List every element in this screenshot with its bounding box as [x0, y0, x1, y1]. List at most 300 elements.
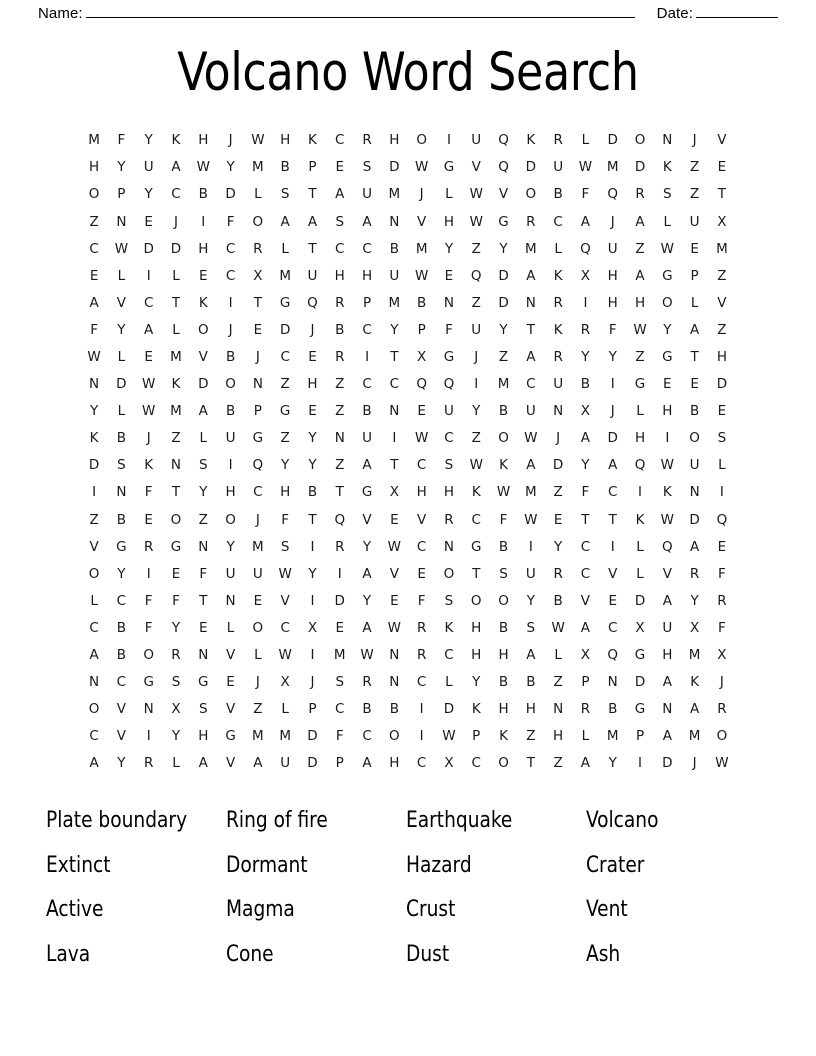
grid-cell[interactable]: V: [116, 701, 126, 718]
grid-cell[interactable]: O: [498, 755, 509, 772]
grid-cell[interactable]: G: [471, 538, 482, 555]
grid-cell[interactable]: W: [414, 267, 429, 284]
grid-cell[interactable]: A: [253, 755, 263, 772]
word-list-item[interactable]: Ring of fire: [226, 808, 328, 834]
grid-cell[interactable]: O: [470, 592, 482, 609]
grid-cell[interactable]: J: [692, 132, 697, 149]
grid-cell[interactable]: C: [253, 484, 263, 501]
grid-cell[interactable]: D: [389, 159, 400, 176]
grid-cell[interactable]: X: [717, 213, 727, 230]
grid-cell[interactable]: V: [417, 511, 427, 528]
grid-cell[interactable]: D: [279, 321, 291, 338]
grid-cell[interactable]: N: [553, 701, 564, 718]
grid-cell[interactable]: U: [362, 430, 372, 447]
grid-cell[interactable]: P: [308, 159, 317, 176]
grid-cell[interactable]: C: [362, 376, 372, 393]
grid-cell[interactable]: Q: [252, 457, 264, 474]
grid-cell[interactable]: P: [308, 701, 317, 718]
grid-cell[interactable]: A: [362, 565, 372, 582]
grid-cell[interactable]: W: [660, 511, 674, 528]
grid-cell[interactable]: B: [116, 647, 127, 664]
grid-cell[interactable]: O: [225, 376, 236, 393]
grid-cell[interactable]: Z: [335, 403, 345, 420]
grid-cell[interactable]: T: [308, 240, 317, 257]
grid-cell[interactable]: I: [146, 565, 151, 582]
grid-cell[interactable]: W: [360, 647, 374, 664]
word-list-item[interactable]: Active: [46, 897, 104, 923]
grid-cell[interactable]: E: [553, 511, 563, 528]
grid-cell[interactable]: O: [88, 565, 100, 582]
grid-cell[interactable]: C: [444, 647, 454, 664]
grid-cell[interactable]: D: [443, 701, 455, 718]
grid-cell[interactable]: W: [660, 457, 674, 474]
grid-cell[interactable]: K: [471, 701, 481, 718]
grid-cell[interactable]: W: [114, 240, 129, 257]
grid-cell[interactable]: V: [225, 701, 236, 718]
grid-cell[interactable]: H: [361, 267, 373, 284]
grid-cell[interactable]: E: [690, 240, 699, 257]
grid-cell[interactable]: N: [89, 674, 100, 691]
grid-cell[interactable]: Z: [553, 674, 563, 691]
grid-cell[interactable]: R: [253, 240, 263, 257]
grid-cell[interactable]: X: [689, 619, 700, 636]
grid-cell[interactable]: A: [362, 619, 372, 636]
grid-cell[interactable]: E: [199, 267, 208, 284]
grid-cell[interactable]: U: [553, 376, 564, 393]
grid-cell[interactable]: Y: [226, 538, 235, 555]
grid-cell[interactable]: L: [117, 267, 126, 284]
grid-cell[interactable]: T: [308, 186, 317, 203]
grid-cell[interactable]: D: [498, 294, 509, 311]
grid-cell[interactable]: M: [388, 294, 401, 311]
grid-cell[interactable]: H: [198, 728, 209, 745]
grid-cell[interactable]: Y: [526, 592, 535, 609]
grid-cell[interactable]: U: [225, 565, 236, 582]
grid-cell[interactable]: N: [662, 701, 673, 718]
grid-cell[interactable]: L: [90, 592, 98, 609]
grid-cell[interactable]: L: [636, 538, 644, 555]
grid-cell[interactable]: C: [225, 240, 236, 257]
grid-cell[interactable]: S: [198, 457, 208, 474]
grid-cell[interactable]: Y: [171, 619, 181, 636]
grid-cell[interactable]: A: [89, 294, 99, 311]
grid-cell[interactable]: I: [310, 538, 315, 555]
grid-cell[interactable]: E: [390, 592, 399, 609]
grid-cell[interactable]: L: [636, 565, 644, 582]
grid-cell[interactable]: H: [498, 647, 509, 664]
grid-cell[interactable]: U: [280, 755, 291, 772]
grid-cell[interactable]: L: [554, 647, 562, 664]
grid-cell[interactable]: Q: [416, 376, 427, 393]
grid-cell[interactable]: H: [389, 132, 400, 149]
grid-cell[interactable]: N: [89, 376, 100, 393]
grid-cell[interactable]: H: [198, 240, 209, 257]
grid-cell[interactable]: H: [225, 484, 236, 501]
grid-cell[interactable]: V: [498, 186, 509, 203]
grid-cell[interactable]: D: [716, 376, 728, 393]
grid-cell[interactable]: L: [445, 674, 453, 691]
grid-cell[interactable]: V: [198, 348, 208, 365]
grid-cell[interactable]: E: [171, 565, 181, 582]
grid-cell[interactable]: E: [444, 267, 454, 284]
grid-cell[interactable]: R: [416, 619, 427, 636]
grid-cell[interactable]: I: [446, 132, 451, 149]
grid-cell[interactable]: K: [662, 159, 672, 176]
grid-cell[interactable]: P: [362, 294, 372, 311]
grid-cell[interactable]: A: [144, 321, 154, 338]
word-list-item[interactable]: Magma: [226, 897, 295, 923]
grid-cell[interactable]: U: [471, 321, 482, 338]
grid-cell[interactable]: D: [334, 592, 345, 609]
grid-cell[interactable]: U: [389, 267, 400, 284]
grid-cell[interactable]: U: [252, 565, 263, 582]
grid-cell[interactable]: C: [416, 755, 427, 772]
grid-cell[interactable]: T: [608, 511, 617, 528]
grid-cell[interactable]: H: [662, 647, 673, 664]
grid-cell[interactable]: Y: [581, 457, 590, 474]
grid-cell[interactable]: N: [389, 213, 400, 230]
grid-cell[interactable]: U: [225, 430, 236, 447]
grid-cell[interactable]: Q: [607, 647, 619, 664]
word-search-grid[interactable]: [80, 127, 735, 777]
grid-cell[interactable]: X: [417, 348, 427, 365]
grid-cell[interactable]: C: [416, 457, 427, 474]
grid-cell[interactable]: Z: [335, 376, 345, 393]
grid-cell[interactable]: L: [690, 294, 699, 311]
grid-cell[interactable]: Q: [498, 159, 509, 176]
grid-cell[interactable]: Y: [117, 321, 126, 338]
grid-cell[interactable]: P: [472, 728, 481, 745]
grid-cell[interactable]: U: [525, 565, 536, 582]
grid-cell[interactable]: T: [199, 592, 208, 609]
grid-cell[interactable]: O: [716, 728, 728, 745]
grid-cell[interactable]: E: [308, 403, 317, 420]
grid-cell[interactable]: B: [498, 674, 509, 691]
grid-cell[interactable]: B: [389, 240, 399, 257]
grid-cell[interactable]: R: [416, 647, 427, 664]
grid-cell[interactable]: I: [146, 728, 151, 745]
grid-cell[interactable]: A: [89, 647, 99, 664]
grid-cell[interactable]: O: [252, 213, 264, 230]
grid-cell[interactable]: S: [499, 565, 508, 582]
grid-cell[interactable]: W: [524, 511, 538, 528]
grid-cell[interactable]: R: [553, 132, 563, 149]
grid-cell[interactable]: H: [634, 430, 646, 447]
grid-cell[interactable]: I: [719, 484, 724, 501]
grid-cell[interactable]: E: [144, 213, 153, 230]
grid-cell[interactable]: B: [225, 403, 236, 420]
grid-cell[interactable]: H: [662, 403, 673, 420]
grid-cell[interactable]: X: [389, 484, 399, 501]
grid-cell[interactable]: K: [171, 376, 181, 393]
grid-cell[interactable]: R: [444, 511, 454, 528]
grid-cell[interactable]: S: [335, 674, 345, 691]
grid-cell[interactable]: O: [662, 294, 673, 311]
grid-cell[interactable]: P: [581, 674, 590, 691]
grid-cell[interactable]: A: [335, 186, 345, 203]
grid-cell[interactable]: K: [499, 457, 508, 474]
grid-cell[interactable]: I: [610, 538, 615, 555]
grid-cell[interactable]: H: [471, 619, 482, 636]
grid-cell[interactable]: T: [253, 294, 262, 311]
grid-cell[interactable]: L: [445, 186, 453, 203]
grid-cell[interactable]: K: [553, 321, 563, 338]
grid-cell[interactable]: W: [551, 619, 565, 636]
grid-cell[interactable]: C: [471, 755, 481, 772]
grid-cell[interactable]: K: [635, 511, 645, 528]
grid-cell[interactable]: D: [607, 430, 618, 447]
grid-cell[interactable]: W: [469, 213, 483, 230]
grid-cell[interactable]: Y: [226, 159, 235, 176]
grid-cell[interactable]: Z: [89, 511, 99, 528]
grid-cell[interactable]: Z: [471, 430, 481, 447]
grid-cell[interactable]: A: [526, 267, 536, 284]
grid-cell[interactable]: W: [496, 484, 511, 501]
grid-cell[interactable]: E: [144, 511, 153, 528]
grid-cell[interactable]: W: [469, 186, 483, 203]
grid-cell[interactable]: S: [280, 538, 290, 555]
grid-cell[interactable]: H: [634, 294, 646, 311]
grid-cell[interactable]: G: [443, 348, 455, 365]
grid-cell[interactable]: O: [689, 430, 700, 447]
grid-cell[interactable]: Z: [553, 484, 563, 501]
grid-cell[interactable]: V: [662, 565, 672, 582]
grid-cell[interactable]: Y: [199, 484, 208, 501]
grid-cell[interactable]: R: [580, 701, 591, 718]
grid-cell[interactable]: Y: [499, 240, 508, 257]
grid-cell[interactable]: D: [170, 240, 182, 257]
grid-cell[interactable]: V: [717, 132, 727, 149]
grid-cell[interactable]: Y: [144, 186, 153, 203]
grid-cell[interactable]: M: [388, 186, 401, 203]
grid-cell[interactable]: A: [362, 755, 372, 772]
grid-cell[interactable]: B: [580, 376, 591, 393]
grid-cell[interactable]: H: [280, 132, 291, 149]
grid-cell[interactable]: Q: [607, 186, 619, 203]
grid-cell[interactable]: V: [471, 159, 481, 176]
grid-cell[interactable]: H: [553, 728, 564, 745]
grid-cell[interactable]: I: [474, 376, 479, 393]
grid-cell[interactable]: E: [199, 619, 208, 636]
grid-cell[interactable]: Z: [717, 267, 727, 284]
name-write-in-line[interactable]: [86, 4, 635, 18]
grid-cell[interactable]: L: [254, 647, 262, 664]
grid-cell[interactable]: F: [144, 592, 153, 609]
grid-cell[interactable]: F: [144, 619, 153, 636]
grid-cell[interactable]: R: [717, 701, 727, 718]
grid-cell[interactable]: J: [255, 511, 260, 528]
grid-cell[interactable]: C: [335, 240, 345, 257]
grid-cell[interactable]: I: [638, 755, 643, 772]
grid-cell[interactable]: X: [717, 647, 727, 664]
grid-cell[interactable]: C: [143, 294, 154, 311]
grid-cell[interactable]: C: [444, 430, 454, 447]
grid-cell[interactable]: H: [280, 484, 291, 501]
grid-cell[interactable]: E: [144, 348, 153, 365]
grid-cell[interactable]: N: [389, 647, 400, 664]
grid-cell[interactable]: P: [635, 728, 645, 745]
grid-cell[interactable]: L: [172, 321, 180, 338]
grid-cell[interactable]: Z: [471, 240, 481, 257]
grid-cell[interactable]: Q: [498, 132, 509, 149]
grid-cell[interactable]: Y: [608, 348, 617, 365]
grid-cell[interactable]: U: [607, 240, 618, 257]
grid-cell[interactable]: L: [172, 755, 180, 772]
grid-cell[interactable]: R: [143, 755, 154, 772]
grid-cell[interactable]: G: [443, 159, 455, 176]
grid-cell[interactable]: B: [498, 538, 509, 555]
word-list-item[interactable]: Earthquake: [406, 808, 513, 834]
grid-cell[interactable]: Z: [717, 321, 727, 338]
grid-cell[interactable]: G: [116, 538, 127, 555]
grid-cell[interactable]: C: [608, 484, 618, 501]
grid-cell[interactable]: B: [198, 186, 208, 203]
grid-cell[interactable]: I: [419, 701, 424, 718]
grid-cell[interactable]: B: [498, 619, 509, 636]
grid-cell[interactable]: A: [580, 213, 591, 230]
grid-cell[interactable]: V: [225, 647, 236, 664]
grid-cell[interactable]: L: [581, 728, 590, 745]
grid-cell[interactable]: M: [88, 132, 100, 149]
grid-cell[interactable]: J: [610, 403, 615, 420]
grid-cell[interactable]: B: [417, 294, 427, 311]
grid-cell[interactable]: H: [89, 159, 100, 176]
grid-cell[interactable]: X: [280, 674, 290, 691]
grid-cell[interactable]: G: [634, 701, 646, 718]
grid-cell[interactable]: I: [365, 348, 370, 365]
grid-cell[interactable]: V: [417, 213, 427, 230]
grid-cell[interactable]: S: [198, 701, 208, 718]
grid-cell[interactable]: J: [692, 755, 697, 772]
grid-cell[interactable]: X: [307, 619, 318, 636]
grid-cell[interactable]: I: [201, 213, 206, 230]
grid-cell[interactable]: L: [172, 267, 180, 284]
grid-cell[interactable]: Q: [470, 267, 482, 284]
grid-cell[interactable]: E: [663, 376, 672, 393]
grid-cell[interactable]: C: [553, 213, 563, 230]
grid-cell[interactable]: M: [415, 240, 428, 257]
grid-cell[interactable]: S: [663, 186, 672, 203]
grid-cell[interactable]: V: [389, 565, 399, 582]
grid-cell[interactable]: S: [444, 592, 454, 609]
grid-cell[interactable]: Y: [308, 430, 317, 447]
grid-cell[interactable]: Z: [553, 755, 563, 772]
grid-cell[interactable]: M: [525, 240, 537, 257]
grid-cell[interactable]: N: [116, 484, 127, 501]
grid-cell[interactable]: Y: [362, 538, 372, 555]
grid-cell[interactable]: N: [170, 457, 182, 474]
grid-cell[interactable]: T: [390, 348, 399, 365]
grid-cell[interactable]: U: [444, 403, 454, 420]
grid-cell[interactable]: Z: [471, 294, 481, 311]
grid-cell[interactable]: L: [281, 701, 289, 718]
grid-cell[interactable]: A: [171, 159, 181, 176]
grid-cell[interactable]: N: [525, 294, 536, 311]
grid-cell[interactable]: E: [89, 267, 99, 284]
grid-cell[interactable]: I: [228, 457, 233, 474]
grid-cell[interactable]: M: [252, 728, 264, 745]
grid-cell[interactable]: D: [634, 592, 646, 609]
grid-cell[interactable]: J: [228, 321, 233, 338]
grid-cell[interactable]: M: [716, 240, 728, 257]
grid-cell[interactable]: C: [280, 348, 290, 365]
grid-cell[interactable]: C: [362, 240, 372, 257]
grid-cell[interactable]: R: [717, 592, 727, 609]
grid-cell[interactable]: E: [417, 403, 426, 420]
grid-cell[interactable]: N: [443, 294, 454, 311]
grid-cell[interactable]: J: [610, 213, 615, 230]
grid-cell[interactable]: Y: [444, 240, 454, 257]
grid-cell[interactable]: C: [362, 728, 372, 745]
grid-cell[interactable]: G: [662, 267, 673, 284]
grid-cell[interactable]: H: [334, 267, 345, 284]
grid-cell[interactable]: A: [662, 728, 672, 745]
grid-cell[interactable]: F: [608, 321, 617, 338]
grid-cell[interactable]: G: [279, 403, 291, 420]
grid-cell[interactable]: I: [665, 430, 670, 447]
grid-cell[interactable]: D: [498, 267, 509, 284]
grid-cell[interactable]: O: [634, 132, 646, 149]
grid-cell[interactable]: O: [443, 565, 455, 582]
grid-cell[interactable]: Q: [307, 294, 318, 311]
grid-cell[interactable]: J: [255, 674, 260, 691]
grid-cell[interactable]: S: [335, 213, 345, 230]
grid-cell[interactable]: W: [278, 647, 292, 664]
grid-cell[interactable]: H: [389, 755, 400, 772]
grid-cell[interactable]: C: [335, 701, 345, 718]
grid-cell[interactable]: K: [471, 484, 481, 501]
grid-cell[interactable]: K: [662, 484, 672, 501]
grid-cell[interactable]: A: [689, 701, 700, 718]
grid-cell[interactable]: U: [525, 403, 536, 420]
word-list-item[interactable]: Crust: [406, 897, 456, 923]
grid-cell[interactable]: N: [143, 701, 154, 718]
grid-cell[interactable]: F: [226, 213, 235, 230]
grid-cell[interactable]: O: [525, 186, 537, 203]
grid-cell[interactable]: L: [226, 619, 235, 636]
grid-cell[interactable]: K: [144, 457, 154, 474]
grid-cell[interactable]: G: [279, 294, 291, 311]
grid-cell[interactable]: A: [198, 403, 208, 420]
grid-cell[interactable]: S: [444, 457, 454, 474]
grid-cell[interactable]: S: [717, 430, 727, 447]
grid-cell[interactable]: B: [553, 186, 563, 203]
grid-cell[interactable]: Y: [472, 674, 481, 691]
grid-cell[interactable]: Y: [690, 592, 699, 609]
grid-cell[interactable]: C: [362, 321, 372, 338]
grid-cell[interactable]: N: [334, 430, 345, 447]
grid-cell[interactable]: Z: [635, 348, 645, 365]
grid-cell[interactable]: N: [252, 376, 263, 393]
grid-cell[interactable]: A: [526, 348, 536, 365]
grid-cell[interactable]: S: [526, 619, 536, 636]
grid-cell[interactable]: P: [690, 267, 699, 284]
grid-cell[interactable]: W: [142, 376, 156, 393]
grid-cell[interactable]: V: [362, 511, 372, 528]
grid-cell[interactable]: E: [717, 159, 727, 176]
grid-cell[interactable]: C: [225, 267, 236, 284]
grid-cell[interactable]: E: [253, 592, 263, 609]
grid-cell[interactable]: E: [690, 376, 699, 393]
grid-cell[interactable]: G: [198, 674, 209, 691]
word-list-item[interactable]: Plate boundary: [46, 808, 188, 834]
grid-cell[interactable]: D: [307, 728, 318, 745]
grid-cell[interactable]: X: [580, 403, 591, 420]
word-list-item[interactable]: Volcano: [586, 808, 659, 834]
grid-cell[interactable]: W: [278, 565, 292, 582]
grid-cell[interactable]: A: [662, 674, 672, 691]
grid-cell[interactable]: J: [310, 674, 315, 691]
